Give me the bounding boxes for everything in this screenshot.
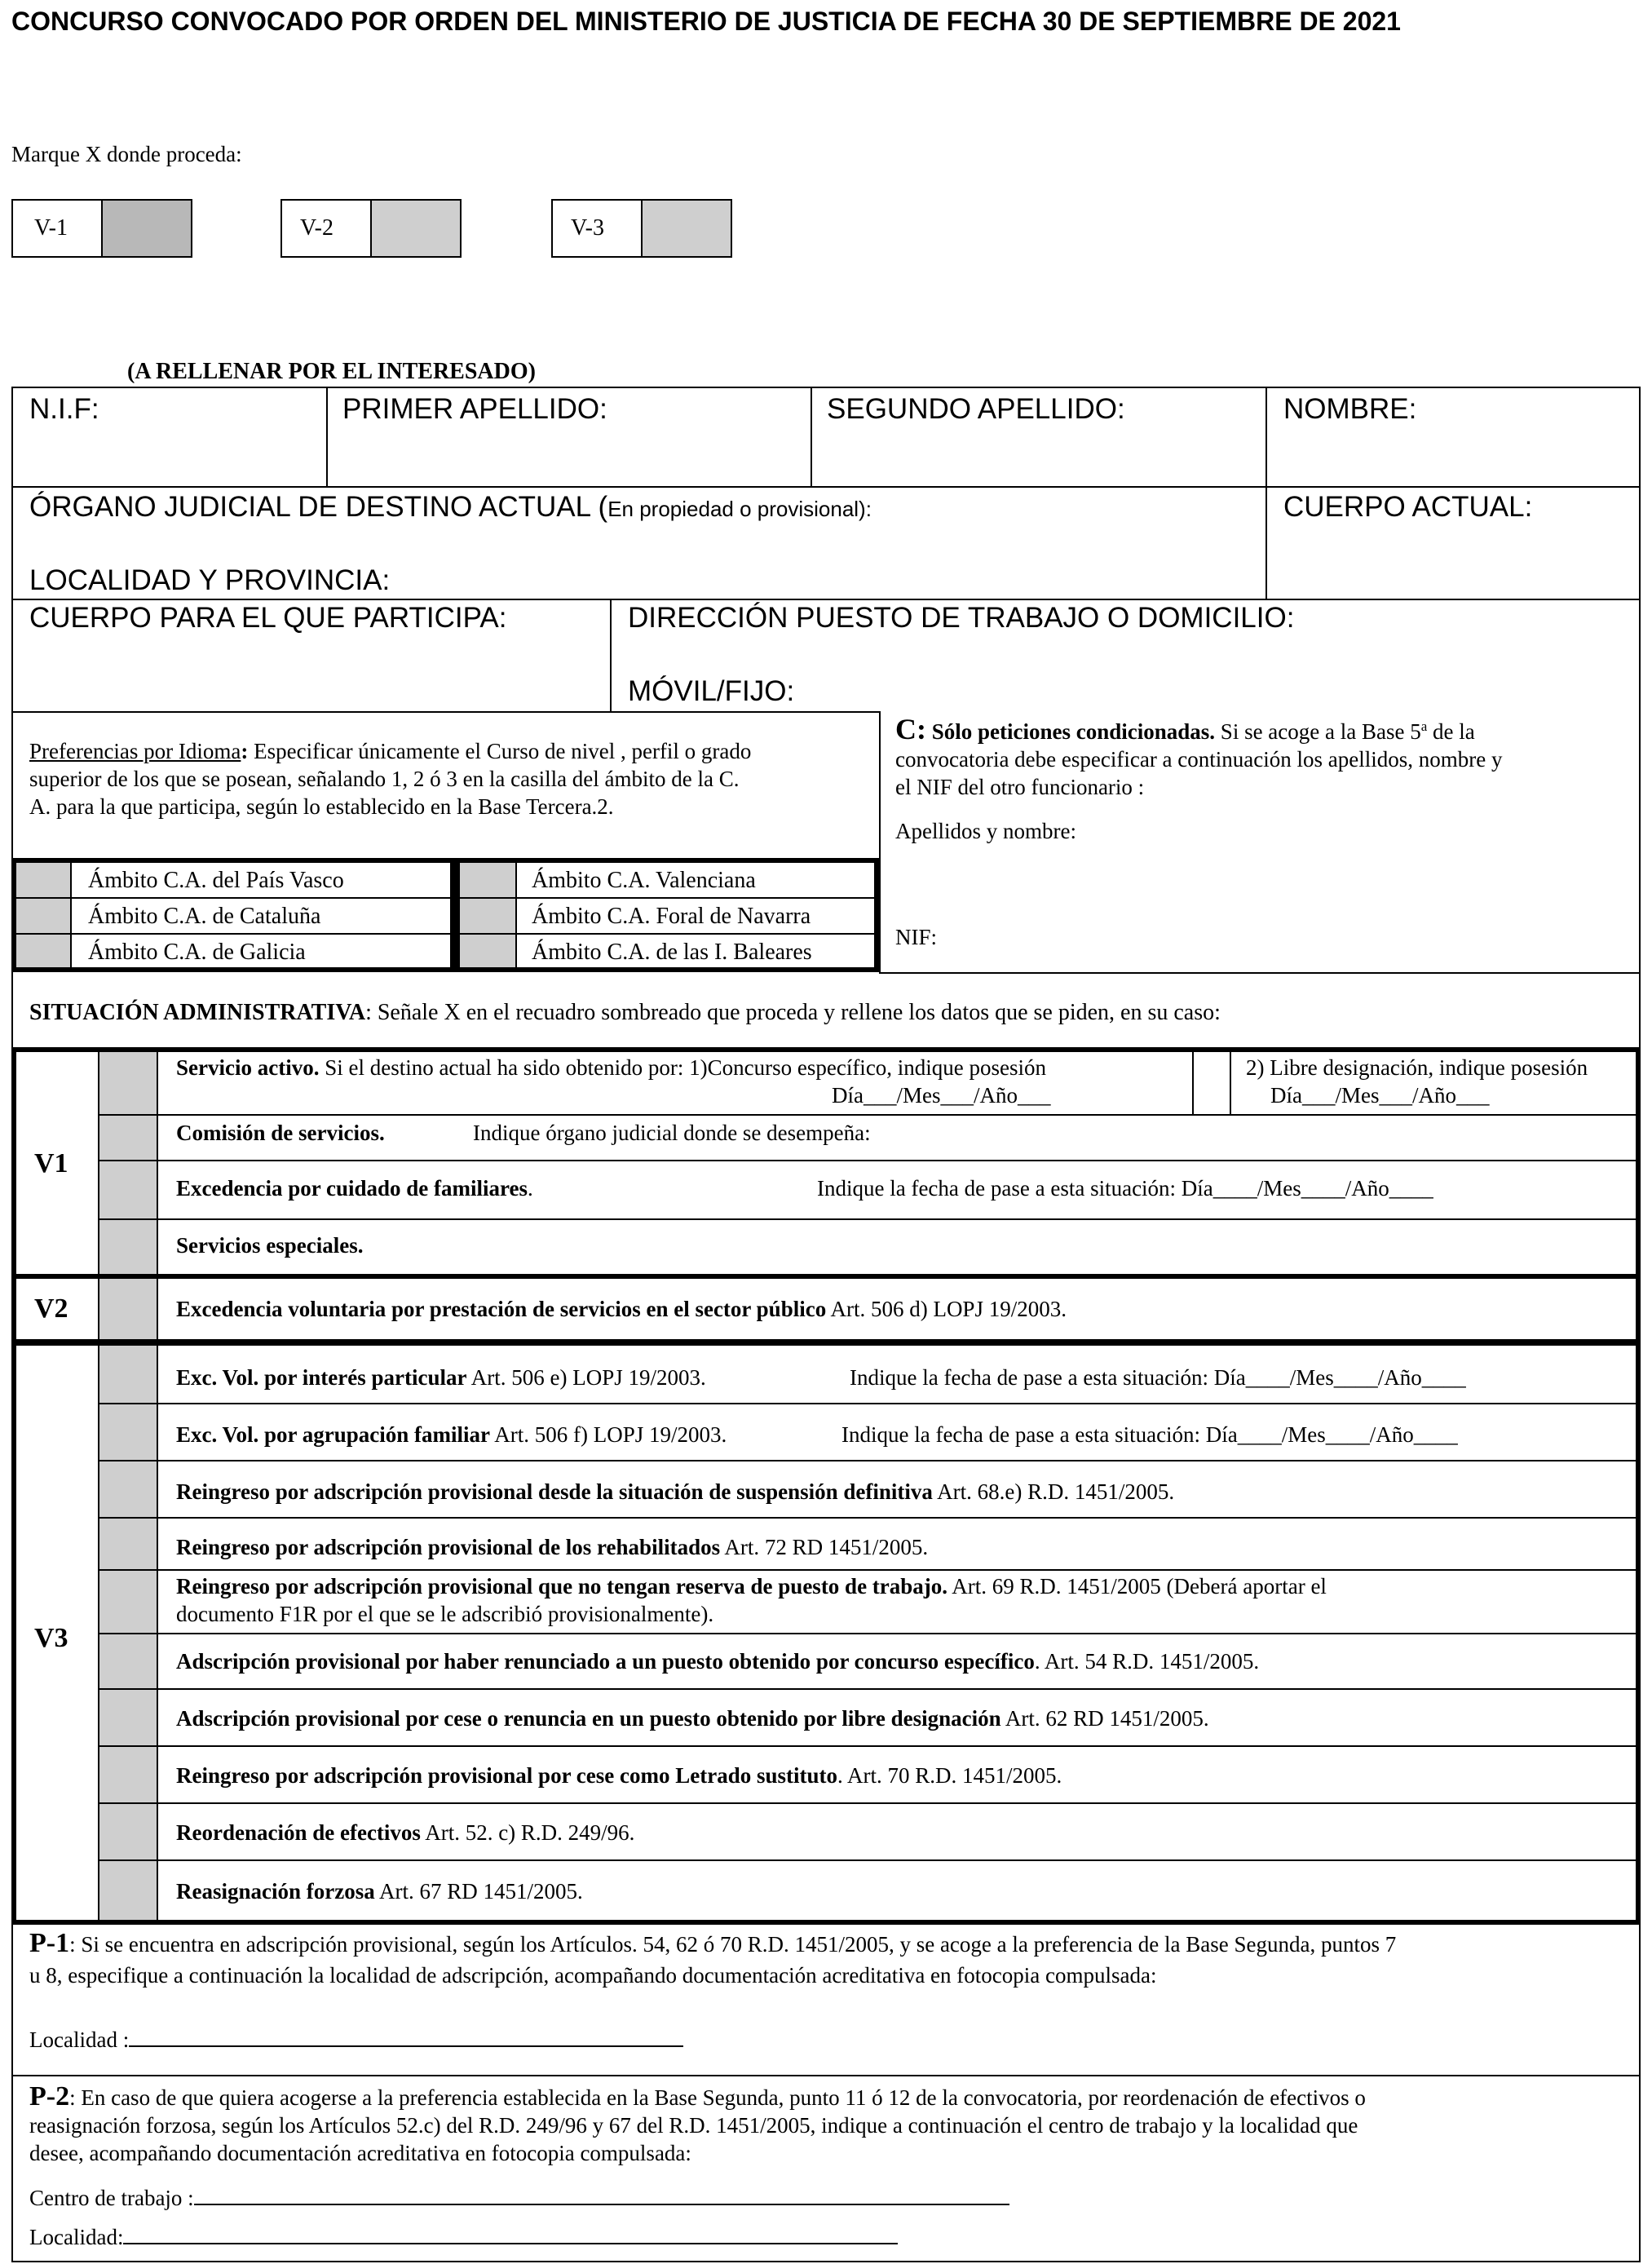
- idioma-ambito-label: Ámbito C.A. Valenciana: [532, 868, 756, 893]
- idioma-checkbox-navarra[interactable]: [460, 899, 517, 933]
- option-v3-checkbox[interactable]: [641, 201, 731, 256]
- v3-r5-text2: documento F1R por el que se le adscribió provisionalmente).: [176, 1602, 714, 1626]
- p1-localidad-field[interactable]: [129, 2026, 683, 2047]
- v3-r7-bold: Adscripción provisional por cese o renuncia en un puesto obtenido por libre designación: [176, 1706, 1001, 1731]
- option-v3-box: [551, 199, 732, 258]
- condicionadas-text2: convocatoria debe especificar a continuación los apellidos, nombre y: [895, 747, 1503, 772]
- idioma-ambito-label: Ámbito C.A. de Galicia: [88, 940, 306, 965]
- p1-localidad-label: Localidad :: [29, 2027, 130, 2052]
- organo-label: [29, 491, 872, 524]
- option-v3-label: V-3: [571, 215, 604, 241]
- p2-text1: : En caso de que quiera acogerse a la preferencia establecida en la Base Segunda, punto 11 ó 12 de la convocatoria, por reordenación de efectivos o: [69, 2085, 1366, 2110]
- v3-block: [11, 1341, 1641, 1925]
- v3-r1-text: Art. 506 e) LOPJ 19/2003.: [466, 1365, 706, 1390]
- v3-row: [176, 1820, 634, 1846]
- p1-text1: : Si se encuentra en adscripción provisional, según los Artículos. 54, 62 ó 70 R.D. 1451/2005, y se acoge a la preferencia de la Base Segunda, puntos 7: [69, 1932, 1397, 1957]
- v1-excedencia-bold: Excedencia por cuidado de familiares: [176, 1176, 528, 1201]
- v3-checkbox-concurso-especifico[interactable]: [99, 1634, 157, 1688]
- v3-checkbox-letrado-sustituto[interactable]: [99, 1747, 157, 1802]
- nif-field[interactable]: [13, 424, 326, 484]
- p1-section: [29, 1928, 1628, 1991]
- v2-checkbox[interactable]: [99, 1279, 157, 1339]
- v3-r9-bold: Reordenación de efectivos: [176, 1820, 421, 1845]
- idioma-table-right: [455, 858, 879, 972]
- cuerpo-actual-label: CUERPO ACTUAL:: [1283, 491, 1533, 523]
- p1-localidad: [29, 2026, 683, 2053]
- v3-checkbox-interes-particular[interactable]: [99, 1346, 157, 1403]
- v1-excedencia-text: Indique la fecha de pase a esta situación: Día____/Mes____/Año____: [817, 1176, 1433, 1201]
- option-v2-label: V-2: [300, 215, 333, 241]
- option-v1-box: [11, 199, 192, 258]
- v1-servicio-text: Si el destino actual ha sido obtenido por: 1)Concurso específico, indique posesión: [319, 1055, 1047, 1080]
- nif-label: N.I.F:: [29, 393, 99, 425]
- primer-apellido-label: PRIMER APELLIDO:: [342, 393, 607, 425]
- v3-row: [176, 1706, 1209, 1731]
- v3-row: [176, 1649, 1259, 1674]
- idioma-ambito-label: Ámbito C.A. Foral de Navarra: [532, 904, 811, 929]
- p2-centro: [29, 2186, 1009, 2211]
- p2-localidad-field[interactable]: [123, 2225, 898, 2244]
- v1-libre-fecha: Día___/Mes___/Año___: [1270, 1083, 1490, 1108]
- v3-checkbox-agrupacion-familiar[interactable]: [99, 1404, 157, 1460]
- v1-servicio-fecha: Día___/Mes___/Año___: [832, 1083, 1051, 1108]
- option-v1-checkbox[interactable]: [101, 201, 191, 256]
- idioma-checkbox-galicia[interactable]: [16, 935, 72, 967]
- v3-row: [176, 1479, 1174, 1505]
- v3-r4-bold: Reingreso por adscripción provisional de los rehabilitados: [176, 1535, 721, 1559]
- p2-localidad-label: Localidad:: [29, 2225, 124, 2249]
- v3-checkbox-suspension[interactable]: [99, 1461, 157, 1517]
- idioma-checkbox-pais-vasco[interactable]: [16, 863, 72, 897]
- p2-label: P-2: [29, 2081, 70, 2111]
- p2-centro-field[interactable]: [194, 2186, 1009, 2205]
- organo-main-text: ÓRGANO JUDICIAL DE DESTINO ACTUAL (: [29, 491, 608, 523]
- condicionadas-text: [895, 713, 1637, 801]
- condicionadas-text1b: de la: [1427, 719, 1475, 744]
- v1-label: V1: [34, 1148, 68, 1178]
- v1-servicio-bold: Servicio activo.: [176, 1055, 320, 1080]
- segundo-apellido-label: SEGUNDO APELLIDO:: [827, 393, 1125, 425]
- v3-r9-text: Art. 52. c) R.D. 249/96.: [420, 1820, 635, 1845]
- v1-comision: [176, 1121, 385, 1146]
- v2-block: [11, 1274, 1641, 1344]
- apellidos-nombre-label: Apellidos y nombre:: [895, 819, 1076, 843]
- v1-comision-bold: Comisión de servicios.: [176, 1121, 385, 1145]
- idioma-colon: :: [241, 739, 249, 763]
- idioma-ambito-label: Ámbito C.A. de las I. Baleares: [532, 940, 812, 965]
- v3-r10-text: Art. 67 RD 1451/2005.: [374, 1879, 583, 1904]
- v3-r2-bold: Exc. Vol. por agrupación familiar: [176, 1422, 491, 1447]
- nif-condicionadas-field[interactable]: [954, 925, 1623, 966]
- apellidos-nombre-field[interactable]: [897, 848, 1631, 922]
- v2-label: V2: [34, 1293, 68, 1324]
- v3-r3-text: Art. 68.e) R.D. 1451/2005.: [932, 1479, 1175, 1504]
- idioma-table-left: [11, 858, 455, 972]
- p2-text3: desee, acompañando documentación acreditativa en fotocopia compulsada:: [29, 2141, 691, 2165]
- v2-text: [176, 1297, 1067, 1322]
- p1-label: P-1: [29, 1928, 70, 1958]
- option-v2-box: [280, 199, 462, 258]
- v3-checkbox-sin-reserva[interactable]: [99, 1571, 157, 1633]
- v3-row: [176, 1422, 727, 1448]
- v3-checkbox-reordenacion[interactable]: [99, 1804, 157, 1859]
- option-v1-label: V-1: [34, 215, 68, 241]
- v3-label: V3: [34, 1623, 68, 1653]
- situacion-bold: SITUACIÓN ADMINISTRATIVA: [29, 1000, 366, 1025]
- v1-excedencia-checkbox[interactable]: [99, 1161, 157, 1218]
- condicionadas-text3: el NIF del otro funcionario :: [895, 775, 1145, 799]
- v2-bold: Excedencia voluntaria por prestación de servicios en el sector público: [176, 1297, 827, 1321]
- nombre-label: NOMBRE:: [1283, 393, 1417, 425]
- v3-row: [176, 1572, 1327, 1628]
- idioma-text3: A. para la que participa, según lo establecido en la Base Tercera.2.: [29, 794, 614, 819]
- v1-servicio-activo: [176, 1055, 1046, 1081]
- v3-r8-text: . Art. 70 R.D. 1451/2005.: [837, 1763, 1062, 1788]
- v1-block: [11, 1047, 1641, 1279]
- v3-r6-bold: Adscripción provisional por haber renunciado a un puesto obtenido por concurso específico: [176, 1649, 1035, 1674]
- option-v2-checkbox[interactable]: [370, 201, 460, 256]
- idioma-checkbox-cataluna[interactable]: [16, 899, 72, 933]
- condicionadas-bold: Sólo peticiones condicionadas.: [926, 719, 1216, 744]
- v1-comision-text: Indique órgano judicial donde se desempeña:: [473, 1121, 871, 1145]
- movil-label: MÓVIL/FIJO:: [628, 675, 795, 707]
- p1-text2: u 8, especifique a continuación la localidad de adscripción, acompañando documentación acreditativa en fotocopia compulsada:: [29, 1963, 1157, 1988]
- idioma-text1: Especificar únicamente el Curso de nivel , perfil o grado: [248, 739, 752, 763]
- cuerpo-participa-label: CUERPO PARA EL QUE PARTICIPA:: [29, 602, 507, 634]
- v1-comision-checkbox[interactable]: [99, 1116, 157, 1160]
- v3-r3-bold: Reingreso por adscripción provisional desde la situación de suspensión definitiva: [176, 1479, 933, 1504]
- v3-r6-text: . Art. 54 R.D. 1451/2005.: [1034, 1649, 1260, 1674]
- v3-r10-bold: Reasignación forzosa: [176, 1879, 375, 1904]
- v3-r2-text: Art. 506 f) LOPJ 19/2003.: [490, 1422, 727, 1447]
- p2-text2: reasignación forzosa, según los Artículos 52.c) del R.D. 249/96 y 67 del R.D. 1451/2005, indique a continuación el centro de trabajo y la localidad que: [29, 2113, 1358, 2138]
- v1-excedencia-dot: .: [528, 1176, 533, 1201]
- idioma-checkbox-valenciana[interactable]: [460, 863, 517, 897]
- v3-row: [176, 1365, 706, 1391]
- v3-row: [176, 1879, 583, 1904]
- page-title: CONCURSO CONVOCADO POR ORDEN DEL MINISTERIO DE JUSTICIA DE FECHA 30 DE SEPTIEMBRE DE 2021: [11, 7, 1401, 36]
- v3-r4-text: Art. 72 RD 1451/2005.: [720, 1535, 929, 1559]
- organo-small-text: En propiedad o provisional):: [607, 497, 872, 521]
- v1-especiales: Servicios especiales.: [176, 1233, 364, 1258]
- idioma-text: [29, 737, 869, 820]
- v3-r7-text: Art. 62 RD 1451/2005.: [1000, 1706, 1209, 1731]
- situacion-rest: : Señale X en el recuadro sombreado que proceda y rellene los datos que se piden, en su caso:: [365, 1000, 1221, 1025]
- v1-especiales-checkbox[interactable]: [99, 1220, 157, 1274]
- condicionadas-text1: Si se acoge a la Base 5: [1215, 719, 1421, 744]
- v3-r2-fecha: Indique la fecha de pase a esta situación: Día____/Mes____/Año____: [841, 1422, 1458, 1447]
- condicionadas-sup: a: [1420, 719, 1428, 734]
- v3-checkbox-rehabilitados[interactable]: [99, 1519, 157, 1569]
- segundo-apellido-field[interactable]: [812, 424, 1266, 484]
- condicionadas-c: C:: [895, 713, 926, 745]
- v3-row: [176, 1535, 928, 1560]
- primer-apellido-field[interactable]: [328, 424, 811, 484]
- v1-servicio-activo-checkbox[interactable]: [99, 1052, 157, 1114]
- direccion-label: DIRECCIÓN PUESTO DE TRABAJO O DOMICILIO:: [628, 602, 1295, 634]
- v1-excedencia: [176, 1176, 533, 1201]
- v3-r1-bold: Exc. Vol. por interés particular: [176, 1365, 467, 1390]
- p2-localidad: [29, 2225, 898, 2250]
- idioma-heading: Preferencias por Idioma: [29, 739, 241, 763]
- v3-r1-fecha: Indique la fecha de pase a esta situación: Día____/Mes____/Año____: [850, 1365, 1466, 1390]
- v3-r5-text: Art. 69 R.D. 1451/2005 (Deberá aportar el: [947, 1574, 1327, 1599]
- a-rellenar-label: (A RELLENAR POR EL INTERESADO): [127, 359, 536, 384]
- p2-section: [29, 2083, 1628, 2167]
- idioma-ambito-label: Ámbito C.A. del País Vasco: [88, 868, 344, 893]
- v3-r8-bold: Reingreso por adscripción provisional por cese como Letrado sustituto: [176, 1763, 838, 1788]
- idioma-text2: superior de los que se posean, señalando 1, 2 ó 3 en la casilla del ámbito de la C.: [29, 767, 740, 791]
- v2-rest: Art. 506 d) LOPJ 19/2003.: [826, 1297, 1067, 1321]
- v3-row: [176, 1763, 1062, 1789]
- nombre-field[interactable]: [1267, 424, 1639, 484]
- v1-libre-designacion: 2) Libre designación, indique posesión: [1246, 1055, 1588, 1080]
- idioma-ambito-label: Ámbito C.A. de Cataluña: [88, 904, 321, 929]
- nif-condicionadas-label: NIF:: [895, 925, 938, 949]
- idioma-checkbox-baleares[interactable]: [460, 935, 517, 967]
- localidad-provincia-label: LOCALIDAD Y PROVINCIA:: [29, 564, 391, 596]
- marque-label: Marque X donde proceda:: [11, 142, 242, 166]
- v3-checkbox-libre-designacion[interactable]: [99, 1690, 157, 1745]
- situacion-label: [29, 1000, 1221, 1026]
- v3-r5-bold: Reingreso por adscripción provisional que no tengan reserva de puesto de trabajo.: [176, 1574, 948, 1599]
- p2-centro-label: Centro de trabajo :: [29, 2186, 194, 2210]
- v3-checkbox-reasignacion[interactable]: [99, 1861, 157, 1920]
